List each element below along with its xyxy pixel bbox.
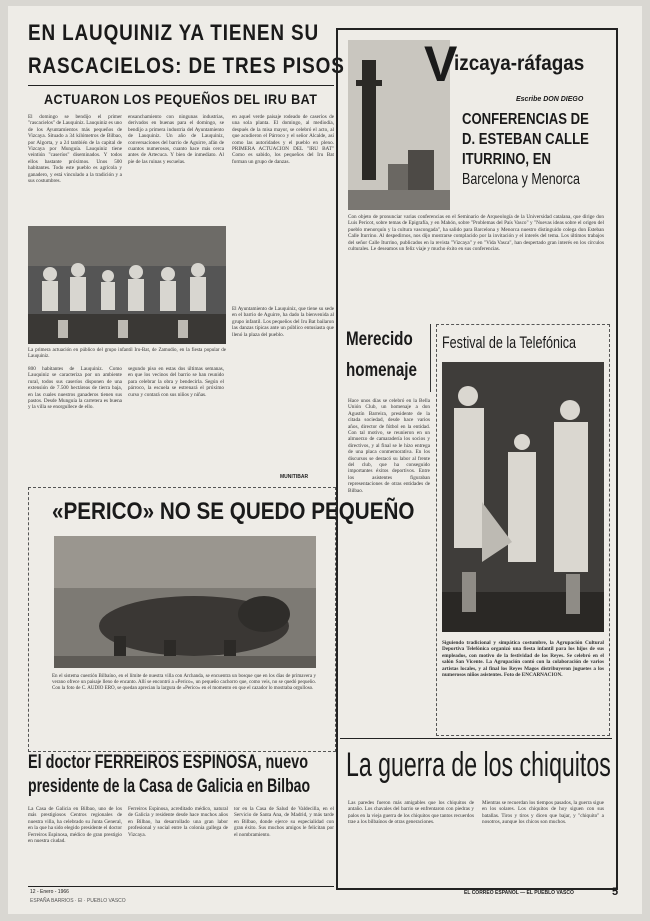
byline (516, 96, 583, 103)
festival-title: Festival de la Telefónica (442, 333, 577, 352)
merecido-title-line1: Merecido (346, 329, 413, 350)
newspaper-page (8, 6, 642, 914)
page-number: 5 (612, 886, 619, 898)
headline-line1: EN LAUQUINIZ YA TIENEN SU (28, 20, 319, 45)
footer-rule-left (28, 886, 334, 887)
masthead-initial: V (424, 36, 458, 92)
masthead (424, 36, 610, 96)
signature: MUNITIBAR (280, 474, 309, 480)
article1-col1b: 800 habitantes de Lauquiniz. Como Lauquiniz se caracteriza por un ambiente rural, todos sus caseríos disponen de una extensión de 7.500 hectáreas de tierra baja, en las cuales nuestros ganaderos tienen sus pastos. Desde Munguía la carretera es buena y la villa se enorgullece de ello. (28, 366, 122, 411)
article1-col2: ensanchamiento con ningunas industrias, derivados en buenas para el domingo, se bendijo a primera industria del Ayuntamiento de Lauquiniz. Un año de Lauquiniz, conversaciones del barrio de Aguirre, afán de cuantos numerosos, cuanto hace más cerca antes de Artecuca. Y bien de inmediato. Al pie de las ruinas y escuelas. (128, 114, 224, 165)
perico-caption: En el sistema cuestión Bilbaíno, en el límite de nuestra villa con Archanda, se encuentra un bosque que en los días de primavera y verano ofrece un paisaje lleno de encanto. Allí se encontró a «Perico», un pequeño cachorro que, como veis, no se quedó pequeño. Con la foto de C. AUDIO ERO, se quedan aprecian la largura de «Perico» en el momento en que el cazador lo mostraba orgulloso. (52, 674, 316, 691)
photo-dancers (28, 226, 226, 344)
festival-caption: Siguiendo tradicional y simpática costumbre, la Agrupación Cultural Deportiva Telefónica organizó una fiesta infantil para los hijos de sus empleados, con motivo de la festividad de los Reyes. Se celebró en el salón San Vicente. La Agrupación contó con la colaboración de varios artistas locales, y al final los Reyes Magos distribuyeron juguetes a los numerosos niños asistentes. Foto de ENCARNACION. (442, 640, 604, 679)
lead-line2: D. ESTEBAN CALLE (462, 131, 589, 148)
ferreiros-headline-line2: presidente de la Casa de Galicia en Bilbao (28, 776, 311, 797)
photo-perico (54, 536, 316, 668)
photo-dancers-caption: La primera actuación en público del grupo infantil Iru-Bat, de Zamudio, en la fiesta popular de Lauquiniz. (28, 348, 226, 359)
divider (28, 85, 334, 86)
footer-masthead: EL CORREO ESPAÑOL — EL PUEBLO VASCO (464, 890, 574, 896)
ferreiros-line1-box (28, 752, 338, 776)
guerra-col2: Mientras se recuerdan los tiempos pasados, la guerra sigue en los solares. Los chiquitos de hoy siguen con sus batallas. Tiros y tiros y dicen que bajar, y "chiquito" a nosotros, aunque los chicos son muchos. (482, 800, 604, 826)
lead-body: Con objeto de pronunciar varias conferencias en el Seminario de Arqueología de la Universidad catalana, que dirige don Luis Pericot, sobre temas de Epigrafía, y en Mahón, sobre "Problemas del País Vasco" y "Nuevas ideas sobre el origen del pueblo menorquín y la cultura vascongada", ha salido para Barcelona y Menorca nuestro distinguido colega don Esteban Calle Iturrino. Al despedirnos, nos dijo mostrarse complacido por la invitación y el interés del tema. Los últimos trabajos del señor Calle Iturrino, publicados en la revista "Vizcaya" y en "Vida Vasca", han despertado gran interés en los círculos culturales. Le deseamos un feliz viaje y mucho éxito en sus conferencias. (348, 214, 604, 253)
masthead-title: izcaya-ráfagas (454, 52, 585, 75)
subhead: ACTUARON LOS PEQUEÑOS DEL IRU BAT (44, 91, 318, 107)
article1-col3b: El Ayuntamiento de Lauquiniz, que tiene su sede en el barrio de Aguirre, ha dado la bienvenida al grupo infantil. Los pequeños del Iru Bat bailaron las danzas típicas ante un público entusiasta que llenó la plaza del pueblo. (232, 306, 334, 338)
ferreiros-col3: tor en la Casa de Salud de Valdecilla, en el Servicio de Santa Ana, de Madrid, y más tarde en Bilbao, donde ejerce su especialidad con gran éxito. Sus muchos amigos le felicitan por el nombramiento. (234, 806, 334, 838)
footer-date: 12 - Enero - 1966 (30, 889, 69, 895)
perico-headline: «PERICO» NO SE QUEDO PEQUEÑO (52, 498, 415, 525)
guerra-title-box (346, 744, 611, 788)
divider (340, 738, 612, 739)
footer-left-credit: ESPAÑA BARRIOS · El · PUEBLO VASCO (30, 898, 126, 904)
merecido-title (346, 324, 431, 392)
lead-line1: CONFERENCIAS DE (462, 111, 589, 128)
ferreiros-col1: La Casa de Galicia en Bilbao, uno de los más prestigiosos Centros regionales de nuestra villa, ha celebrado su Junta General, en la que ha sido elegido presidente el doctor Ferreiros Espinosa, médico de gran prestigio en nuestra ciudad. (28, 806, 122, 845)
headline-line2-box (28, 53, 345, 84)
guerra-col1: Las paredes fueron más amigables que los chiquitos de antaño. Los chavales del barrio se enfrentaron con piedras y palos en la vieja guerra de los chiquitos que tantos recuerdos trae a los bilbaínos de otras generaciones. (348, 800, 474, 826)
festival-title-box (442, 332, 606, 356)
headline-line2: RASCACIELOS: DE TRES PISOS (28, 53, 345, 78)
lead-line4: Barcelona y Menorca (462, 171, 580, 188)
byline-name: DON DIEGO (543, 96, 584, 103)
subhead-box (44, 91, 334, 109)
lead-headline (462, 110, 612, 210)
article1-col2b: segundo piso en estas dos últimas semanas, en que los vecinos del barrio se han reunido para celebrar la obra y bendecirla. Según el párroco, la escuela se estrenará el próximo curso y contará con sus niños y niñas. (128, 366, 224, 398)
byline-label: Escribe (516, 96, 542, 103)
lead-line3: ITURRINO, EN (462, 151, 551, 168)
guerra-title: La guerra de los chiquitos (346, 746, 611, 784)
photo-festival (442, 362, 604, 632)
merecido-title-line2: homenaje (346, 360, 417, 381)
perico-headline-box (52, 498, 415, 530)
article1-col1: El domingo se bendijo el primer "rascacielos" de Lauquiniz. Lauquiniz es uno de los Ayuntamientos más pequeños de Vizcaya. Situado a 34 kilómetros de Bilbao, por Algorta, y a 24 también de la capital de Vizcaya por Munguía. Lauquiniz tiene veintiún "caseríos" diseminados. Y todos ellos bastante próximos. Unos 500 habitantes. Todo este pueblo es agrícola y ganadero, y está vinculado a la tradición y a sus costumbres. (28, 114, 122, 185)
ferreiros-headline-line1: El doctor FERREIROS ESPINOSA, nuevo (28, 752, 309, 773)
ferreiros-col2: Ferreiros Espinosa, acreditado médico, natural de Galicia y residente desde hace muchos años en Bilbao, ha desarrollado una gran labor profesional y social entre la colonia gallega de Vizcaya. (128, 806, 228, 838)
ferreiros-line2-box (28, 776, 338, 802)
article1-col3: en aquel verde paisaje rodeado de caseríos de una sola planta. El domingo, al mediodía, después de la misa mayor, se celebró el acto, al que acudieron el Párroco y el señor Alcalde, así como las autoridades y el pueblo en pleno. PRIMERA ACTUACION DEL "IRU BAT" Como es sabido, los pequeños del Iru Bat forman un grupo de danzas. (232, 114, 334, 165)
merecido-body: Hace unos días se celebró en la Bella Unión Club, un homenaje a don Agustín Barreira, presidente de la citada sociedad, desde hace varios años, director de fútbol en la entidad. Con tal motivo, se reunieron en un almuerzo de camaradería los socios y directivos, y al final se le hizo entrega de una placa conmemorativa. En los discursos se destacó su labor al frente del club, que ha conseguido importantes éxitos deportivos. Entre los asistentes figuraban representaciones de otras entidades de Bilbao. (348, 398, 430, 494)
